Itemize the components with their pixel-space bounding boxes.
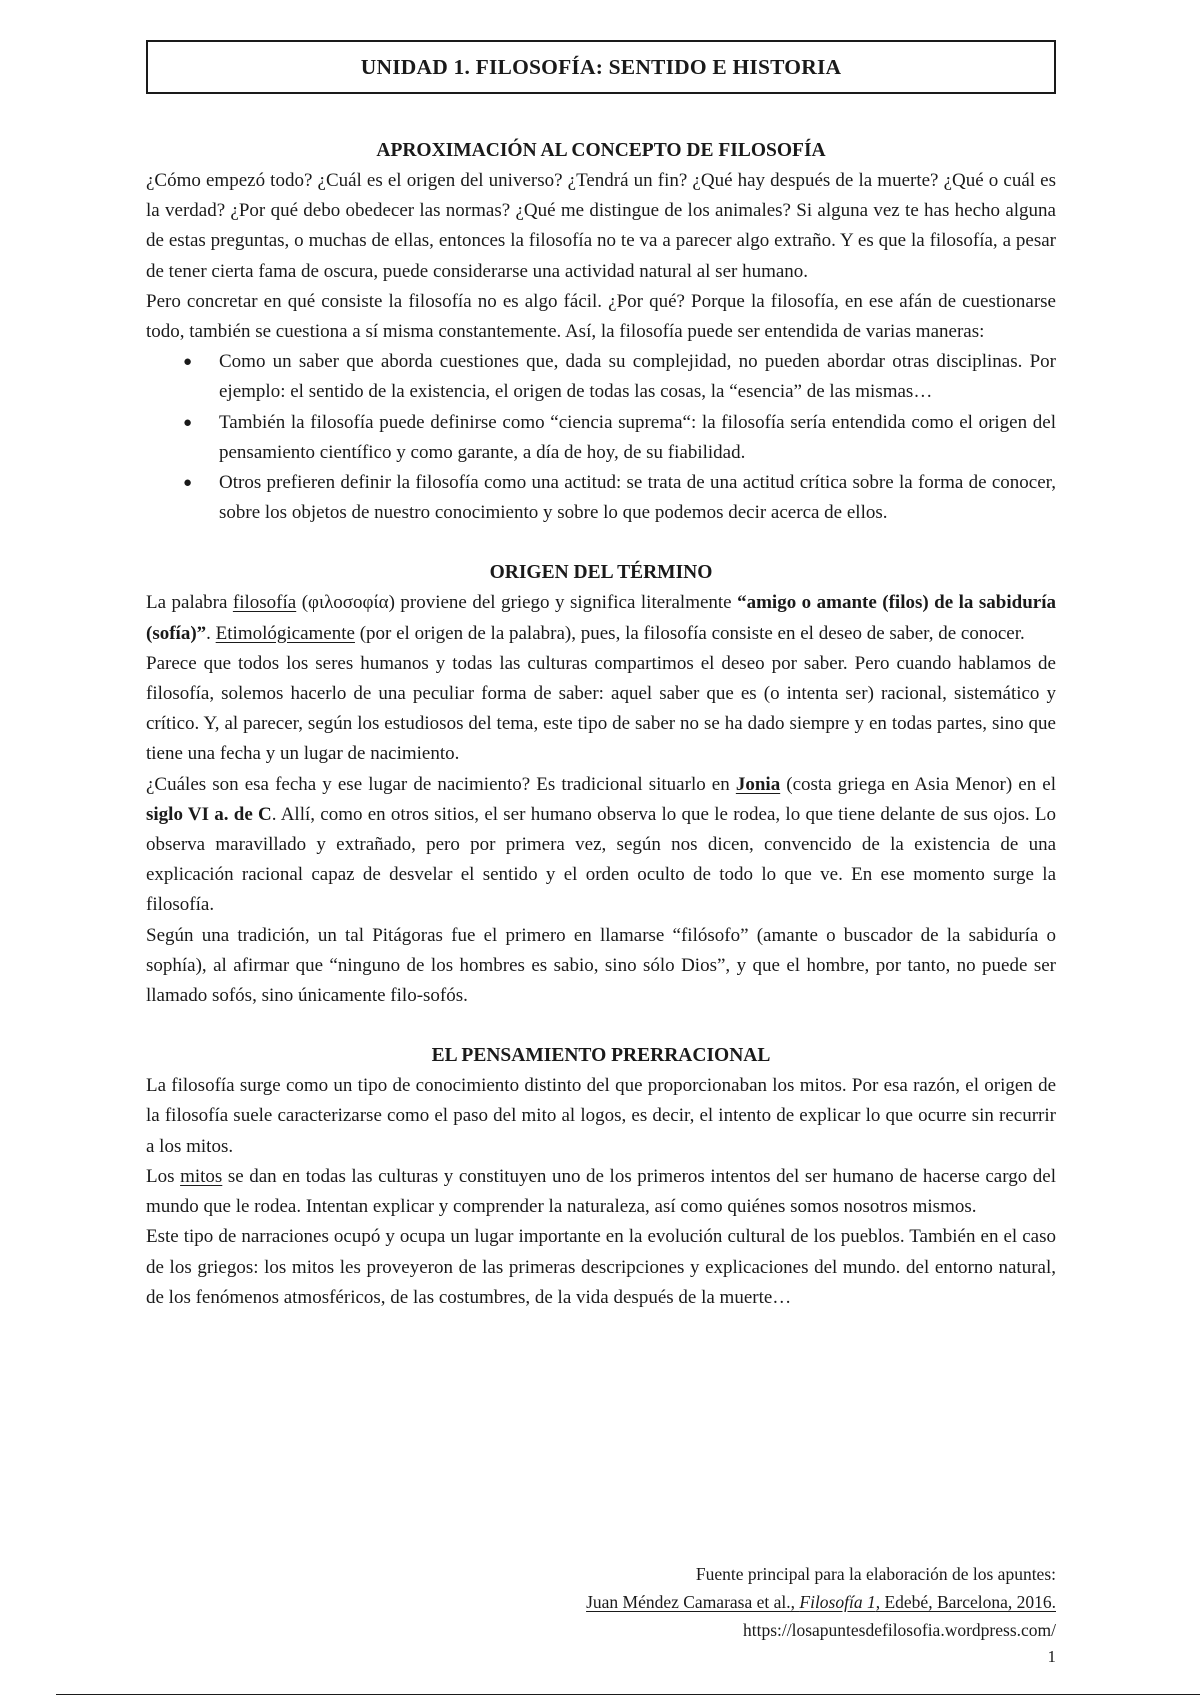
source-url[interactable]: https://losapuntesdefilosofia.wordpress.com/	[742, 1620, 1056, 1640]
section-origen	[146, 558, 1056, 1011]
bullet-icon: ●	[183, 475, 193, 492]
source-label: Fuente principal para la elaboración de los apuntes:	[695, 1564, 1056, 1584]
bold-definition: “amigo o amante (filos) de la sabiduría (sofía)”	[146, 592, 1056, 644]
bold-term: siglo VI a. de C	[146, 803, 272, 825]
underlined-term: Etimológicamente	[215, 622, 355, 644]
source-citation	[586, 1560, 1056, 1644]
underlined-term: filosofía	[232, 592, 297, 614]
paragraph: La filosofía surge como un tipo de conocimiento distinto del que proporcionaban los mitos. Por esa razón, el origen de la filosofía suele caracterizarse como el paso del mito al logos, es decir, el intento de explicar lo que ocurre sin recurrir a los mitos.	[146, 1075, 1056, 1157]
bullet-icon: ●	[183, 414, 193, 431]
paragraph: ¿Cómo empezó todo? ¿Cuál es el origen del universo? ¿Tendrá un fin? ¿Qué hay después de la muerte? ¿Qué o cuál es la verdad? ¿Por qué debo obedecer las normas? ¿Qué me distingue de los animales? Si alguna vez te has hecho alguna de estas preguntas, o muchas de ellas, entonces la filosofía no te va a parecer algo extraño. Y es que la filosofía, a pesar de tener cierta fama de oscura, puede considerarse una actividad natural al ser humano.	[146, 170, 1056, 282]
list-item: ● Otros prefieren definir la filosofía como una actitud: se trata de una actitud crítica sobre la forma de conocer, sobre los objetos de nuestro conocimiento y sobre lo que podemos decir acerca de ellos.	[146, 468, 1056, 528]
section-aproximacion	[146, 136, 1056, 528]
bullet-icon: ●	[183, 354, 193, 371]
document-page	[146, 40, 1056, 1313]
page-number: 1	[1047, 1647, 1056, 1666]
underlined-term: Jonia	[735, 773, 781, 795]
paragraph: Pero concretar en qué consiste la filosofía no es algo fácil. ¿Por qué? Porque la filosofía, en ese afán de cuestionarse todo, también se cuestiona a sí misma constantemente. Así, la filosofía puede ser entendida de varias maneras:	[146, 290, 1056, 343]
section-heading: ORIGEN DEL TÉRMINO	[489, 562, 713, 584]
paragraph: Este tipo de narraciones ocupó y ocupa un lugar importante en la evolución cultural de los pueblos. También en el caso de los griegos: los mitos les proveyeron de las primeras descripciones y explicaciones del mundo. del entorno natural, de los fenómenos atmosféricos, de las costumbres, de la vida después de la muerte…	[146, 1226, 1056, 1308]
paragraph: ¿Cuáles son esa fecha y ese lugar de nacimiento? Es tradicional situarlo en Jonia (costa griega en Asia Menor) en el siglo VI a. de C. Allí, como en otros sitios, el ser humano observa lo que le rodea, lo que tiene delante de sus ojos. Lo observa maravillado y extrañado, pero por primera vez, según nos dicen, convencido de la existencia de una explicación racional capaz de desvelar el sentido y el orden oculto de todo lo que ve. En ese momento surge la filosofía.	[146, 773, 1057, 916]
list-item: ● También la filosofía puede definirse como “ciencia suprema“: la filosofía sería entendida como el origen del pensamiento científico y como garante, a día de hoy, de su fiabilidad.	[146, 408, 1056, 468]
paragraph: Según una tradición, un tal Pitágoras fue el primero en llamarse “filósofo” (amante o buscador de la sabiduría o sophía), al afirmar que “ninguno de los hombres es sabio, sino sólo Dios”, y que el hombre, por tanto, no puede ser llamado sofós, sino únicamente filo-sofós.	[146, 924, 1056, 1007]
section-prerracional	[146, 1041, 1056, 1313]
paragraph: Parece que todos los seres humanos y todas las culturas compartimos el deseo por saber. Pero cuando hablamos de filosofía, solemos hacerlo de una peculiar forma de saber: aquel saber que es (o intenta ser) racional, sistemático y crítico. Y, al parecer, según los estudiosos del tema, este tipo de saber no se ha dado siempre y en todas partes, sino que tiene una fecha y un lugar de nacimiento.	[146, 652, 1056, 765]
bullet-list	[146, 347, 1056, 528]
underlined-term: mitos	[180, 1165, 223, 1187]
source-reference: Juan Méndez Camarasa et al., Filosofía 1, Edebé, Barcelona, 2016.	[586, 1592, 1056, 1612]
paragraph: Los mitos se dan en todas las culturas y constituyen uno de los primeros intentos del ser humano de hacerse cargo del mundo que le rodea. Intentan explicar y comprender la naturaleza, así como quiénes somos nosotros mismos.	[146, 1165, 1056, 1218]
unit-title: UNIDAD 1. FILOSOFÍA: SENTIDO E HISTORIA	[146, 40, 1056, 94]
footer-divider	[56, 1694, 1200, 1695]
paragraph: La palabra filosofía (φιλοσοφία) proviene del griego y significa literalmente “amigo o amante (filos) de la sabiduría (sofía)”. Etimológicamente (por el origen de la palabra), pues, la filosofía consiste en el deseo de saber, de conocer.	[146, 592, 1056, 644]
section-heading: EL PENSAMIENTO PRERRACIONAL	[431, 1045, 771, 1067]
list-item: ● Como un saber que aborda cuestiones que, dada su complejidad, no pueden abordar otras disciplinas. Por ejemplo: el sentido de la existencia, el origen de todas las cosas, la “esencia” de las mismas…	[146, 347, 1056, 407]
section-heading: APROXIMACIÓN AL CONCEPTO DE FILOSOFÍA	[376, 140, 826, 161]
